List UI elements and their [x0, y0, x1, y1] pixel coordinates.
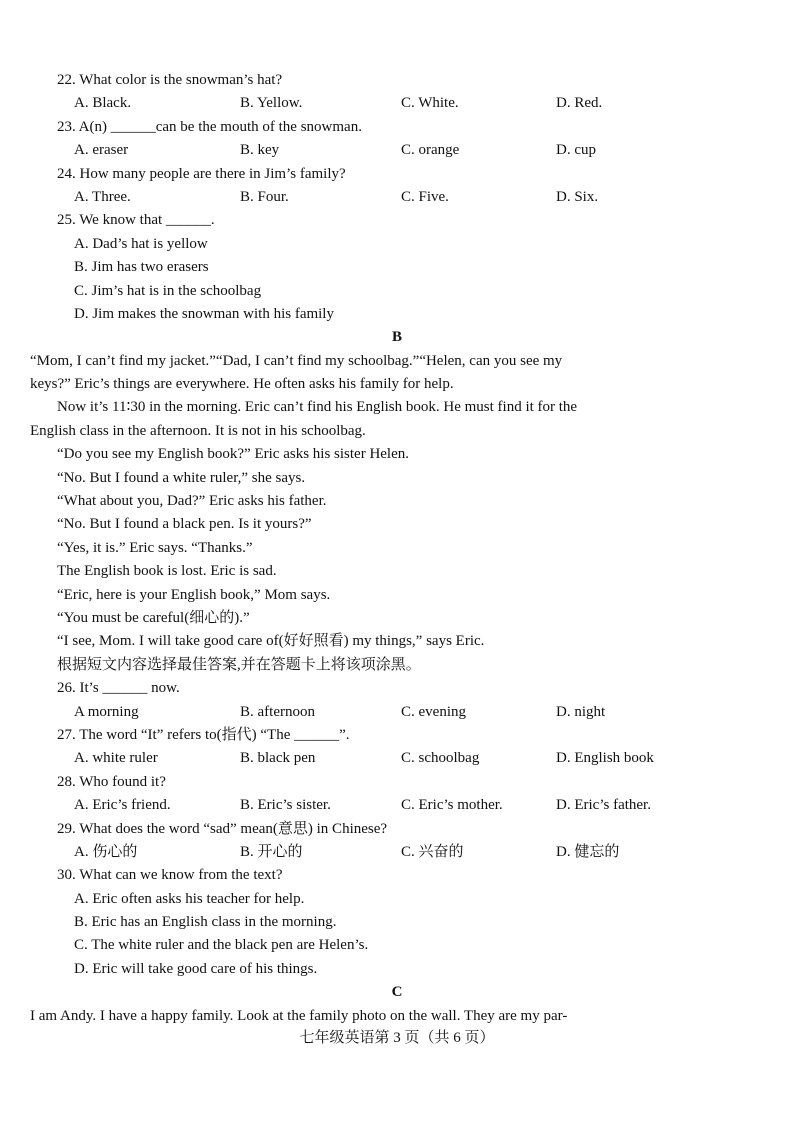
- question-stem: 24. How many people are there in Jim’s family?: [57, 165, 346, 182]
- option: B. Four.: [240, 188, 289, 205]
- option: C. Five.: [401, 188, 449, 205]
- option: D. Six.: [556, 188, 599, 205]
- option: B. Eric’s sister.: [240, 797, 331, 814]
- option: D. cup: [556, 142, 596, 159]
- option: C. schoolbag: [401, 750, 480, 767]
- option: C. Jim’s hat is in the schoolbag: [74, 282, 262, 299]
- question-stem: 28. Who found it?: [57, 773, 166, 790]
- question-stem: 22. What color is the snowman’s hat?: [57, 72, 283, 88]
- option: B. afternoon: [240, 703, 315, 720]
- option: D. Eric’s father.: [556, 797, 651, 814]
- options-row: [0, 747, 794, 770]
- passage-line: Now it’s 11∶30 in the morning. Eric can’t find his English book. He must find it for the: [57, 399, 578, 416]
- questions-top: [0, 69, 794, 209]
- passage-line: “Eric, here is your English book,” Mom says.: [57, 586, 331, 603]
- options-row: [0, 139, 794, 162]
- option: B. key: [240, 142, 280, 159]
- options-row: [0, 794, 794, 817]
- option: B. Jim has two erasers: [74, 259, 209, 276]
- passage-line: English class in the afternoon. It is not in his schoolbag.: [30, 422, 366, 439]
- option: A morning: [74, 703, 139, 720]
- options-row: [0, 701, 794, 724]
- option: B. Yellow.: [240, 95, 303, 112]
- passage-line: The English book is lost. Eric is sad.: [57, 563, 277, 580]
- option: D. Eric will take good care of his things.: [74, 960, 318, 977]
- passage-c-first-line: I am Andy. I have a happy family. Look at the family photo on the wall. They are my par-: [30, 1007, 568, 1024]
- question-stem: 30. What can we know from the text?: [57, 867, 283, 884]
- option: B. Eric has an English class in the morning.: [74, 914, 337, 931]
- section-heading-c: C: [391, 984, 403, 1001]
- question-stem: 25. We know that ______.: [57, 212, 215, 229]
- passage-b: [0, 350, 794, 677]
- question-stem: 27. The word “It” refers to(指代) “The ______”.: [57, 726, 350, 743]
- options-row: [0, 92, 794, 115]
- passage-line: “I see, Mom. I will take good care of(好好照看) my things,” says Eric.: [57, 633, 485, 650]
- option: A. 伤心的: [74, 843, 138, 860]
- passage-line: “Yes, it is.” Eric says. “Thanks.”: [57, 539, 253, 556]
- option: C. evening: [401, 703, 466, 720]
- passage-line: “Do you see my English book?” Eric asks his sister Helen.: [57, 446, 410, 463]
- question-stem: 29. What does the word “sad” mean(意思) in Chinese?: [57, 820, 388, 837]
- passage-line: “Mom, I can’t find my jacket.”“Dad, I can’t find my schoolbag.”“Helen, can you see my: [30, 352, 563, 369]
- option: D. Jim makes the snowman with his family: [74, 305, 334, 322]
- option: A. Black.: [74, 95, 132, 112]
- passage-line: “No. But I found a white ruler,” she says.: [57, 469, 306, 486]
- option: D. Red.: [556, 95, 603, 112]
- option: D. 健忘的: [556, 843, 620, 860]
- option: C. 兴奋的: [401, 843, 464, 860]
- option: A. eraser: [74, 142, 129, 159]
- questions-b: [0, 677, 794, 864]
- question-stem: 26. It’s ______ now.: [57, 680, 180, 697]
- options-row: [0, 841, 794, 864]
- option: C. orange: [401, 142, 460, 159]
- section-heading-b: B: [391, 329, 402, 346]
- question-stem: 23. A(n) ______can be the mouth of the snowman.: [57, 118, 362, 135]
- option: C. Eric’s mother.: [401, 797, 503, 814]
- passage-line: “What about you, Dad?” Eric asks his father.: [57, 493, 327, 510]
- option: A. Eric’s friend.: [74, 797, 171, 814]
- option: D. night: [556, 703, 606, 720]
- option: A. Dad’s hat is yellow: [74, 235, 208, 252]
- option: A. Eric often asks his teacher for help.: [74, 890, 305, 907]
- passage-line: “You must be careful(细心的).”: [57, 609, 250, 626]
- option: A. white ruler: [74, 750, 158, 767]
- option: B. 开心的: [240, 843, 303, 860]
- option: C. White.: [401, 95, 459, 112]
- question-25: [0, 209, 794, 326]
- instruction-line: 根据短文内容选择最佳答案,并在答题卡上将该项涂黑。: [57, 656, 421, 673]
- page-footer: 七年级英语第 3 页（共 6 页）: [299, 1030, 495, 1046]
- page-content: [0, 69, 794, 1028]
- option: B. black pen: [240, 750, 316, 767]
- options-row: [0, 186, 794, 209]
- question-30: [0, 864, 794, 981]
- passage-line: keys?” Eric’s things are everywhere. He often asks his family for help.: [30, 376, 454, 393]
- option: A. Three.: [74, 188, 131, 205]
- option: D. English book: [556, 750, 654, 767]
- passage-line: “No. But I found a black pen. Is it yours?”: [57, 516, 312, 533]
- option: C. The white ruler and the black pen are Helen’s.: [74, 937, 369, 954]
